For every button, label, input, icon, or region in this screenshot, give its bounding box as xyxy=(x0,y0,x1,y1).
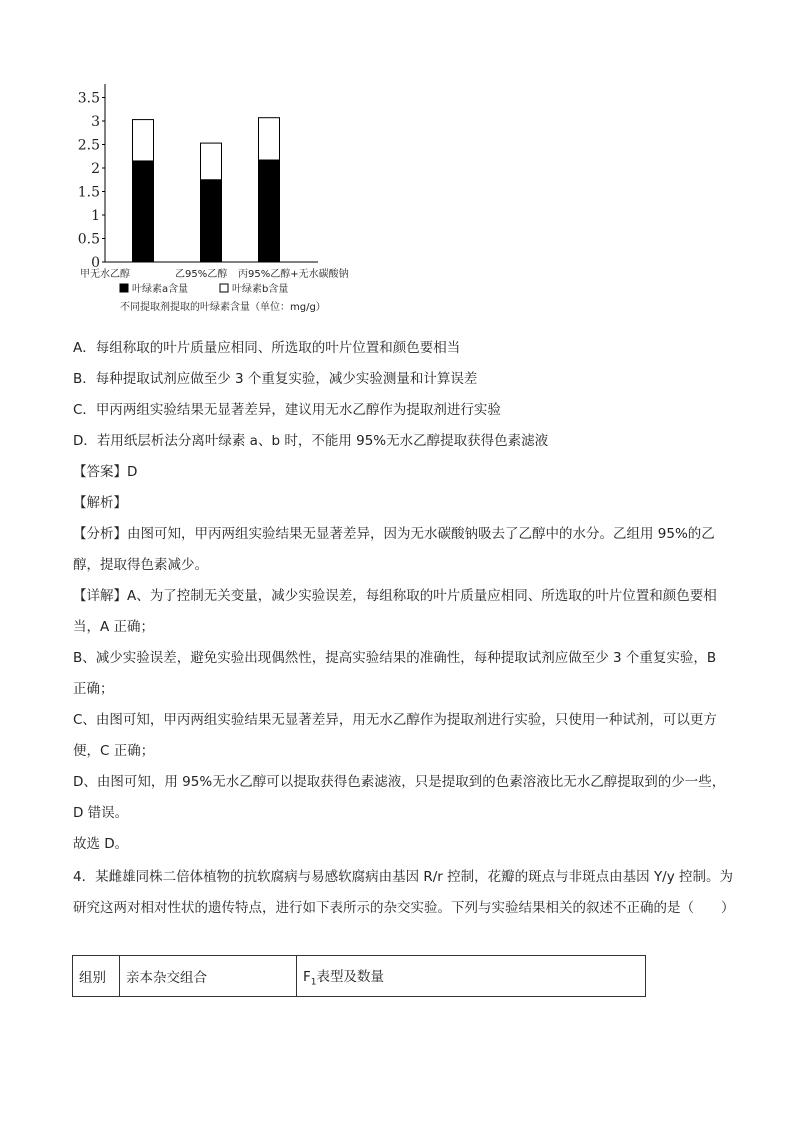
table-header-row xyxy=(73,956,646,997)
detail-a-text: A、为了控制无关变量，减少实验误差，每组称取的叶片质量应相同、所选取的叶片位置和颜色要相当，A 正确； xyxy=(73,588,717,635)
f1-subscript: 1 xyxy=(310,977,317,988)
bar-segment xyxy=(259,160,280,262)
fenxi-label: 【分析】 xyxy=(73,526,127,542)
y-tick-label: 2 xyxy=(91,161,100,177)
x-tick-label: 甲无水乙醇 xyxy=(80,269,130,280)
bar-segment xyxy=(201,143,222,180)
x-tick-label: 丙95%乙醇+无水碳酸钠 xyxy=(238,269,349,280)
bar-segment xyxy=(133,161,154,262)
legend-label: 叶绿素b含量 xyxy=(232,284,289,295)
question-4-stem: 4．某雌雄同株二倍体植物的抗软腐病与易感软腐病由基因 R/r 控制，花瓣的斑点与非斑点由基因 Y/y 控制。为研究这两对相对性状的遗传特点，进行如下表所示的杂交实验。下列与实验结果相关的叙述不正确的是（ ） xyxy=(73,869,735,916)
answer-value: D xyxy=(127,464,138,480)
option-c: C．甲丙两组实验结果无显著差异，建议用无水乙醇作为提取剂进行实验 xyxy=(73,402,501,418)
analysis-conclusion: 故选 D。 xyxy=(73,836,129,852)
header-f1 xyxy=(297,956,646,997)
bar-segment xyxy=(201,180,222,262)
fenxi-text: 由图可知，甲丙两组实验结果无显著差异，因为无水碳酸钠吸去了乙醇中的水分。乙组用 95%的乙醇，提取得色素减少。 xyxy=(73,526,715,573)
legend-swatch xyxy=(120,284,128,292)
cross-table xyxy=(72,955,646,997)
y-tick-label: 0 xyxy=(91,255,100,271)
answer-label: 【答案】 xyxy=(73,464,127,480)
y-tick-label: 1.5 xyxy=(78,184,100,201)
x-tick-label: 乙95%乙醇 xyxy=(175,269,228,280)
y-tick-label: 3 xyxy=(91,114,100,130)
x-axis-label: 不同提取剂提取的叶绿素含量（单位：mg/g） xyxy=(120,302,326,313)
analysis-label: 【解析】 xyxy=(73,495,127,511)
analysis-detail-a xyxy=(73,581,733,643)
y-tick-label: 3.5 xyxy=(78,90,100,107)
option-b: B．每种提取试剂应做至少 3 个重复实验，减少实验测量和计算误差 xyxy=(73,371,478,387)
legend-label: 叶绿素a含量 xyxy=(132,284,189,295)
chlorophyll-chart xyxy=(78,62,378,324)
header-parents: 亲本杂交组合 xyxy=(120,956,297,997)
y-tick-label: 1 xyxy=(91,208,100,224)
option-d: D．若用纸层析法分离叶绿素 a、b 时，不能用 95%无水乙醇提取获得色素滤液 xyxy=(73,433,549,449)
f1-symbol: F xyxy=(303,968,311,985)
analysis-detail-d: D、由图可知，用 95%无水乙醇可以提取获得色素滤液，只是提取到的色素溶液比无水乙醇提取到的少一些，D 错误。 xyxy=(73,774,726,821)
analysis-detail-c: C、由图可知，甲丙两组实验结果无显著差异，用无水乙醇作为提取剂进行实验，只使用一种试剂，可以更方便，C 正确； xyxy=(73,712,717,759)
option-a: A．每组称取的叶片质量应相同、所选取的叶片位置和颜色要相当 xyxy=(73,340,461,356)
answer-line xyxy=(73,457,733,488)
detail-label: 【详解】 xyxy=(73,588,127,604)
f1-label: 表型及数量 xyxy=(316,968,384,985)
header-group: 组别 xyxy=(73,956,120,997)
chart-svg xyxy=(78,62,378,324)
analysis-detail-b: B、减少实验误差，避免实验出现偶然性，提高实验结果的准确性，每种提取试剂应做至少 3 个重复实验，B 正确； xyxy=(73,650,717,697)
y-tick-label: 2.5 xyxy=(78,137,100,154)
analysis-fenxi xyxy=(73,519,733,581)
bar-segment xyxy=(133,120,154,161)
y-tick-label: 0.5 xyxy=(78,231,100,248)
legend-swatch xyxy=(220,284,228,292)
bar-segment xyxy=(259,118,280,160)
